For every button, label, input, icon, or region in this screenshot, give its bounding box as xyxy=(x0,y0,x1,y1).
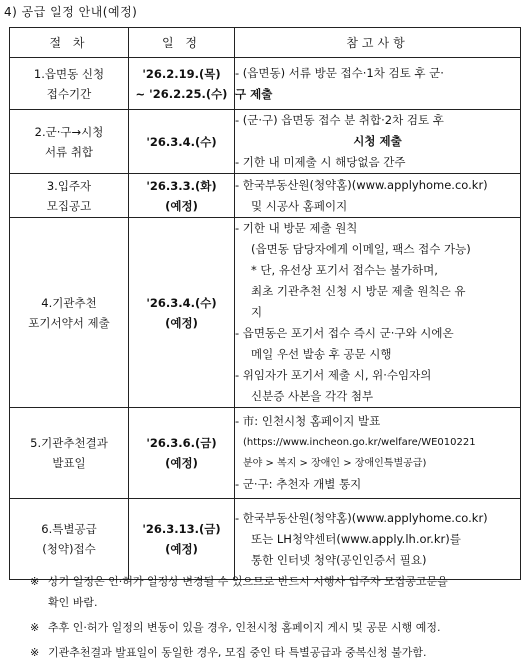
footnote xyxy=(30,571,525,613)
reference-cell xyxy=(235,58,521,110)
reference-line: 시청 제출 xyxy=(353,134,402,148)
table-row xyxy=(10,58,521,110)
reference-line: 분야 > 복지 > 장애인 > 장애인특별공급) xyxy=(243,458,427,469)
date-text: (예정) xyxy=(165,542,198,556)
step-text: 4.기관추천 xyxy=(41,295,97,310)
date-cell xyxy=(129,218,235,408)
reference-cell xyxy=(235,218,521,408)
date-text: (예정) xyxy=(165,456,198,470)
reference-line: - 위임자가 포기서 제출 시, 위·수임자의 xyxy=(235,368,432,382)
date-cell xyxy=(129,499,235,580)
table-row xyxy=(10,499,521,580)
footnote-text: 기관추천결과 발표일이 동일한 경우, 모집 중인 타 특별공급과 중복신청 불가함. xyxy=(48,646,427,659)
reference-line: 메일 우선 발송 후 공문 시행 xyxy=(251,347,392,361)
step-cell xyxy=(10,58,129,110)
step-cell xyxy=(10,174,129,218)
step-cell xyxy=(10,218,129,408)
step-text: 2.군·구→시청 xyxy=(34,124,104,139)
reference-line: 또는 LH청약센터(www.apply.lh.or.kr)를 xyxy=(251,531,461,546)
header-notes: 참고사항 xyxy=(235,28,521,58)
schedule-table xyxy=(9,27,521,580)
step-text: 서류 취합 xyxy=(44,144,94,159)
date-cell xyxy=(129,58,235,110)
reference-cell xyxy=(235,174,521,218)
step-cell xyxy=(10,499,129,580)
reference-line: (https://www.incheon.go.kr/welfare/WE010221 xyxy=(243,437,476,448)
date-text: '26.3.4.(수) xyxy=(146,134,217,149)
step-text: 1.읍면동 신청 xyxy=(33,66,105,81)
step-text: 6.특별공급 xyxy=(41,522,97,536)
step-text: 3.입주자 xyxy=(46,178,92,193)
table-row xyxy=(10,174,521,218)
reference-line: 구 제출 xyxy=(235,86,273,101)
reference-line: * 단, 유선상 포기서 접수는 불가하며, xyxy=(251,263,438,277)
reference-mark-icon: ※ xyxy=(30,621,40,634)
reference-line: - 한국부동산원(청약홈)(www.applyhome.co.kr) xyxy=(235,510,488,525)
reference-mark-icon: ※ xyxy=(30,575,40,588)
table-header-row xyxy=(10,28,521,58)
date-text: (예정) xyxy=(165,198,198,213)
header-date: 일 정 xyxy=(129,28,235,58)
footnotes xyxy=(30,571,525,663)
reference-line: - 市: 인천시청 홈페이지 발표 xyxy=(235,414,381,428)
footnote xyxy=(30,642,525,663)
date-text: '26.3.4.(수) xyxy=(146,295,217,310)
header-step: 절 차 xyxy=(10,28,129,58)
reference-cell xyxy=(235,110,521,174)
date-cell xyxy=(129,408,235,499)
table-row xyxy=(10,218,521,408)
step-cell xyxy=(10,110,129,174)
footnote xyxy=(30,617,525,638)
reference-line: - 읍면동은 포기서 접수 즉시 군·구와 시에온 xyxy=(235,326,454,340)
reference-line: - (읍면동) 서류 방문 접수·1차 검토 후 군· xyxy=(235,65,444,80)
step-text: 5.기관추천결과 xyxy=(30,436,108,450)
step-text: (청약)접수 xyxy=(42,542,96,556)
table-row xyxy=(10,408,521,499)
footnote-text: 추후 인·허가 일정의 변동이 있을 경우, 인천시청 홈페이지 게시 및 공문 시행 예정. xyxy=(48,621,441,634)
date-cell xyxy=(129,174,235,218)
reference-line: - 기한 내 미제출 시 해당없음 간주 xyxy=(235,155,406,169)
table-row xyxy=(10,110,521,174)
reference-line: 및 시공사 홈페이지 xyxy=(251,198,348,213)
footnote-text: 상기 일정은 인·허가 일정상 변경될 수 있으므로 반드시 시행사 입주자 모집공고문을 xyxy=(48,575,448,588)
footnote-text: 확인 바람. xyxy=(48,596,98,609)
reference-line: 통한 인터넷 청약(공인인증서 필요) xyxy=(251,552,427,567)
date-text: ~ '26.2.25.(수) xyxy=(135,86,228,101)
reference-line: - (군·구) 읍면동 접수 분 취합·2차 검토 후 xyxy=(235,113,444,127)
date-text: '26.2.19.(목) xyxy=(142,66,221,81)
reference-cell xyxy=(235,499,521,580)
step-text: 접수기간 xyxy=(46,86,92,101)
date-text: '26.3.13.(금) xyxy=(142,522,221,536)
date-cell xyxy=(129,110,235,174)
reference-line: (읍면동 담당자에게 이메일, 팩스 접수 가능) xyxy=(251,242,471,256)
step-text: 발표일 xyxy=(52,456,86,470)
date-text: '26.3.6.(금) xyxy=(146,436,217,450)
reference-mark-icon: ※ xyxy=(30,646,40,659)
date-text: '26.3.3.(화) xyxy=(146,178,217,193)
section-title: 4) 공급 일정 안내(예정) xyxy=(4,5,138,19)
step-text: 포기서약서 제출 xyxy=(28,315,110,330)
date-text: (예정) xyxy=(165,315,198,330)
reference-line: 최초 기관추천 신청 시 방문 제출 원칙은 유 xyxy=(251,284,466,298)
step-cell xyxy=(10,408,129,499)
reference-line: - 기한 내 방문 제출 원칙 xyxy=(235,221,358,235)
step-text: 모집공고 xyxy=(46,198,92,213)
reference-line: - 한국부동산원(청약홈)(www.applyhome.co.kr) xyxy=(235,177,488,192)
reference-line: 신분증 사본을 각각 첨부 xyxy=(251,389,374,403)
reference-cell xyxy=(235,408,521,499)
reference-line: 지 xyxy=(251,305,263,319)
reference-line: - 군·구: 추천자 개별 통지 xyxy=(235,477,362,491)
